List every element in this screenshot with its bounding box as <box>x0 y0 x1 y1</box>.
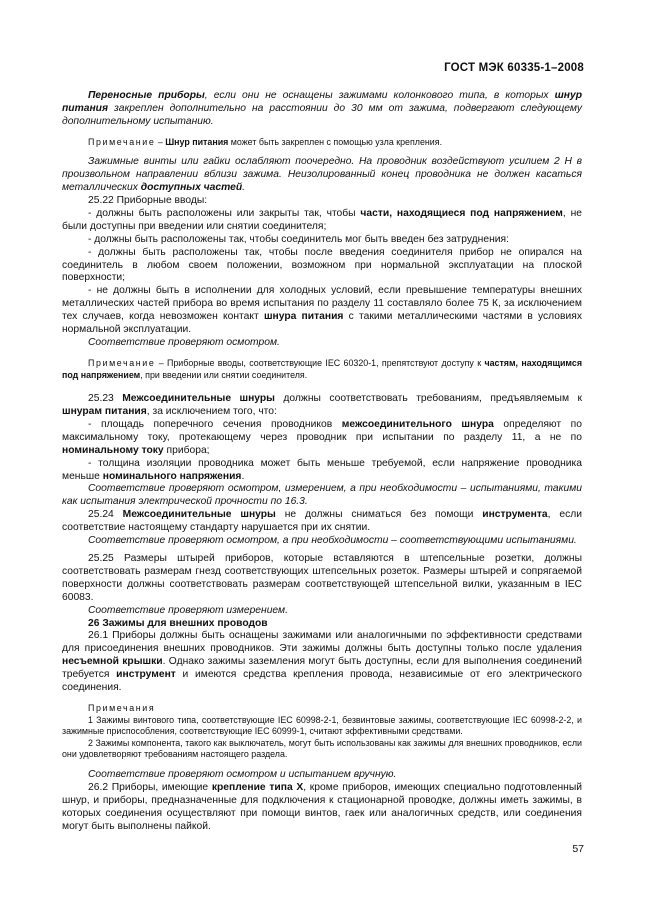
text-run: , если соответствие настоящему стандарту нарушается при их снятии. <box>62 509 582 534</box>
text-run: Соответствие проверяют измерением. <box>88 604 288 616</box>
p-26-1-check <box>62 769 582 782</box>
text-run: - должны быть расположены так, чтобы после введения соединителя прибор не опирался на соединитель в любом своем положении, возможном при нормальной эксплуатации на плоской поверхности; <box>62 246 582 284</box>
text-run: - не должны быть в исполнении для холодных условий, если превышение температуры внешних металлических частей прибора во время испытания по разделу 11 составляло более 75 К, за исключением тех случаев, когда невозможен контакт <box>62 285 582 323</box>
text-run: и имеются средства крепления провода, независимые от его электрического соединения. <box>62 669 582 694</box>
text-run: , при введении или снятии соединителя. <box>140 369 308 380</box>
text-run: может быть закреплен с помощью узла крепления. <box>228 136 443 147</box>
text-run: Соответствие проверяют осмотром и испытанием вручную. <box>88 768 397 780</box>
p-25-22 <box>62 195 582 208</box>
text-run: 26.2 Приборы, имеющие <box>88 781 212 793</box>
p-25-22-c <box>62 247 582 286</box>
term-emphasis: шнур питания <box>62 90 582 114</box>
p-25-22-a <box>62 208 582 234</box>
text-run: 25.25 Размеры штырей приборов, которые вставляются в штепсельные розетки, должны соответствовать размерам гнезд соответствующих штепсельных розеток. Размеры штырей и сопрягаемой поверхности должны соответствовать размерам соответствующей штепсельной вилки, указанным в IEC 60083. <box>62 552 582 603</box>
text-run: , кроме приборов, имеющих специально подготовленный шнур, и приборы, предназначенные для подключения к стационарной проводке, должны иметь зажимы, в которых соединения осуществляют при помощи винтов, гаек или аналогичных средств, или соединения могут быть выполнены пайкой. <box>62 781 582 832</box>
text-run: с такими металлическими частями в условиях нормальной эксплуатации. <box>62 311 582 336</box>
note-3 <box>62 715 582 738</box>
text-run: 25.22 Приборные вводы: <box>88 195 208 207</box>
p-25-22-b <box>62 234 582 247</box>
text-run: не должны сниматься без помощи <box>275 509 483 521</box>
text-run: - должны быть расположены так, чтобы соединитель мог быть введен без затруднения: <box>88 233 509 245</box>
p-25-24-check <box>62 535 582 548</box>
text-run: 2 Зажимы компонента, такого как выключатель, могут быть использованы как зажимы для внешних проводников, если они удовлетворяют требованиям настоящего раздела. <box>62 737 582 760</box>
term-emphasis: Переносные приборы <box>88 90 205 101</box>
text-run: . <box>242 182 246 194</box>
text-run: прибора; <box>163 444 210 456</box>
note-2 <box>62 358 582 381</box>
text-run: . <box>241 470 245 482</box>
p-25-23-b <box>62 458 582 484</box>
page-body <box>62 90 582 833</box>
term-emphasis: инструмента <box>482 509 548 521</box>
h-26 <box>62 618 582 631</box>
text-run: Соответствие проверяют осмотром, измерением, а при необходимости – испытаниями, такими как испытания электрической прочности по 16.3. <box>62 483 582 508</box>
note-4 <box>62 738 582 761</box>
term-emphasis: доступных частей <box>140 182 243 194</box>
term-emphasis: межсоединительного шнура <box>341 418 494 430</box>
p-screws <box>62 156 582 195</box>
note-1 <box>62 137 582 149</box>
p-25-22-check <box>62 337 582 350</box>
p-25-22-d <box>62 285 582 337</box>
term-emphasis: несъемной крышки <box>62 656 163 668</box>
text-run: 1 Зажимы винтового типа, соответствующие IEC 60998-2-1, безвинтовые зажимы, соответствующие IEC 60998-2-2, и зажимные приспособления, соответствующие IEC 60999-1, считают эффективными средствами. <box>62 714 582 737</box>
notes-head <box>62 703 582 715</box>
term-emphasis: 26 Зажимы для внешних проводов <box>88 617 268 629</box>
p-25-23-check <box>62 483 582 509</box>
term-emphasis: шнурам питания <box>62 406 147 417</box>
note-label: Примечания <box>88 702 156 713</box>
term-emphasis: номинальному току <box>62 444 164 456</box>
text-run: – Приборные вводы, соответствующие IEC 60320-1, препятствуют доступу к <box>155 357 485 368</box>
text-run: Зажимные винты или гайки ослабляют поочередно. На проводник воздействуют усилием 2 Н в произвольном направлении вблизи зажима. Неизолированный конец проводника не должен касаться металлических <box>62 156 582 194</box>
p-26-2 <box>62 782 582 834</box>
text-run: должны соответствовать требованиям, предъявляемым к <box>274 393 582 405</box>
text-run: , если они не оснащены зажимами колонкового типа, в которых <box>204 90 555 101</box>
term-emphasis: шнура питания <box>263 311 344 323</box>
text-run: , не были доступны при введении или снятии соединителя; <box>62 207 582 232</box>
term-emphasis: инструмент <box>116 669 176 681</box>
p-25-23-a <box>62 419 582 458</box>
text-run: 25.23 <box>88 393 123 405</box>
standard-header: ГОСТ МЭК 60335-1–2008 <box>444 62 584 74</box>
term-emphasis: части, находящиеся под напряжением <box>360 207 563 219</box>
text-run: Соответствие проверяют осмотром, а при необходимости – соответствующими испытаниями. <box>88 535 577 547</box>
term-emphasis: Межсоединительные шнуры <box>122 509 276 521</box>
term-emphasis: Шнур питания <box>165 136 229 147</box>
note-label: Примечание <box>88 357 156 368</box>
text-run: 26.1 Приборы должны быть оснащены зажимами или аналогичными по эффективности средствами для присоединения внешних проводников. Эти зажимы должны быть доступны только после удаления <box>62 630 582 655</box>
page-number: 57 <box>572 843 584 855</box>
text-run: - толщина изоляции проводника может быть меньше требуемой, если напряжение проводника меньше <box>62 457 582 482</box>
term-emphasis: частям, находящимся под напряжением <box>62 357 582 380</box>
text-run: . Однако зажимы заземления могут быть доступны, если для выполнения соединений требуется <box>62 656 582 681</box>
p-26-1 <box>62 630 582 695</box>
p-25-24 <box>62 509 582 535</box>
p-25-23 <box>62 393 582 419</box>
term-emphasis: номинального напряжения <box>102 470 242 482</box>
p-portable <box>62 90 582 129</box>
text-run: – <box>155 136 166 147</box>
text-run: закреплен дополнительно на расстоянии до 30 мм от зажима, подвергают следующему дополнительному испытанию. <box>62 102 582 127</box>
text-run: 25.24 <box>88 509 123 521</box>
term-emphasis: крепление типа X <box>211 781 304 793</box>
text-run: Соответствие проверяют осмотром. <box>88 337 280 348</box>
text-run: , за исключением того, что: <box>146 406 277 417</box>
p-25-25-check <box>62 605 582 618</box>
text-run: - площадь поперечного сечения проводников <box>88 418 342 430</box>
text-run: определяют по максимальному току, протекающему через проводник при испытании по разделу 11, а не по <box>62 418 582 443</box>
term-emphasis: Межсоединительные шнуры <box>122 393 275 405</box>
note-label: Примечание <box>88 136 156 147</box>
p-25-25 <box>62 553 582 605</box>
text-run: - должны быть расположены или закрыты так, чтобы <box>88 207 361 219</box>
